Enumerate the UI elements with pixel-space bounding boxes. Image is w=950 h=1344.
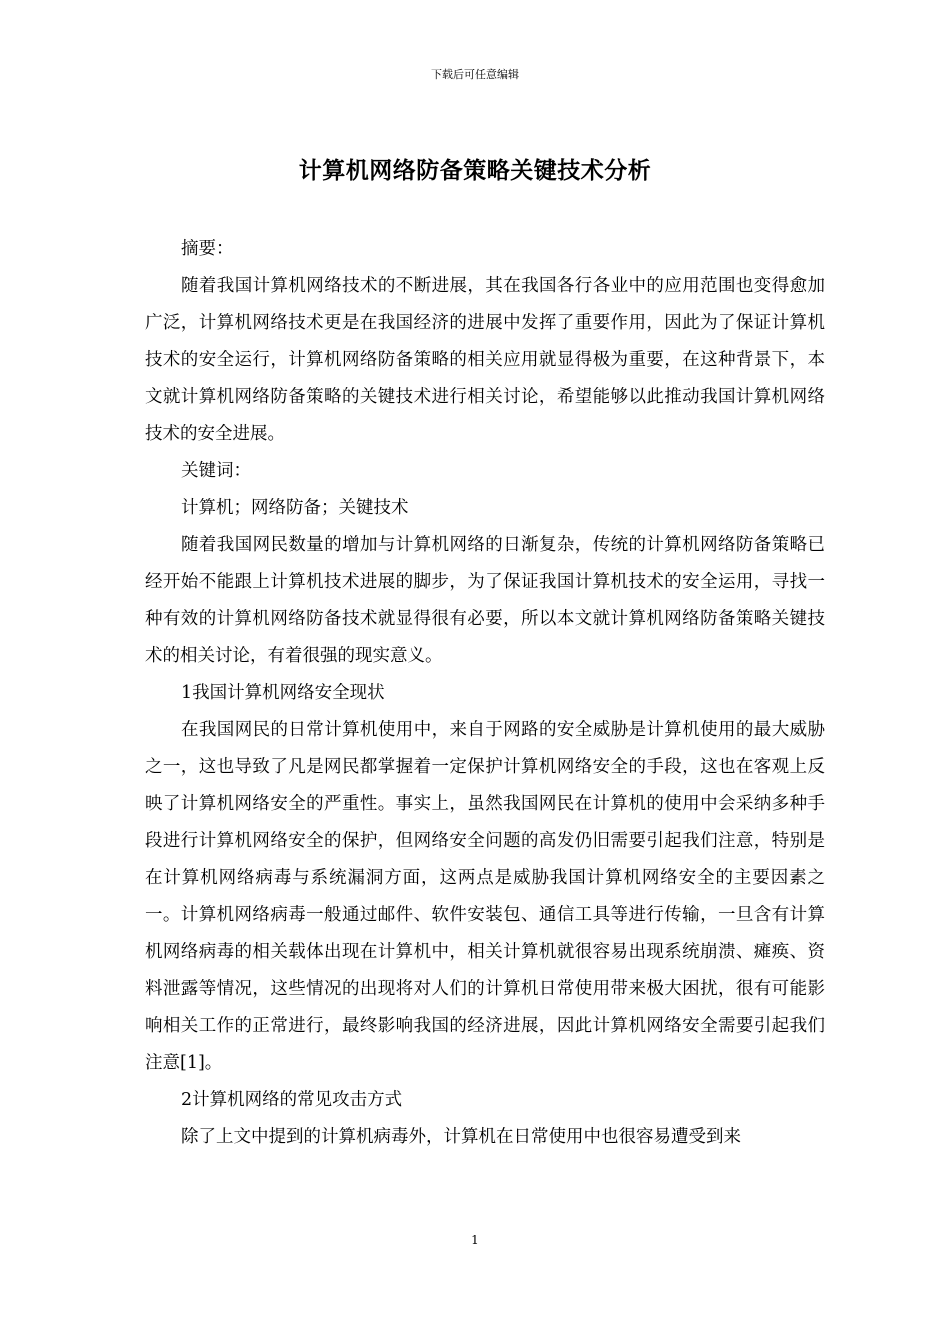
section-2-paragraph: 除了上文中提到的计算机病毒外，计算机在日常使用中也很容易遭受到来 <box>181 1127 741 1147</box>
header-note: 下载后可任意编辑 <box>431 68 519 81</box>
section-1-heading: 1我国计算机网络安全现状 <box>181 683 385 703</box>
section-2-heading: 2计算机网络的常见攻击方式 <box>181 1090 403 1110</box>
section-1-paragraph: 在我国网民的日常计算机使用中，来自于网路的安全威胁是计算机使用的最大威胁之一，这也导致了凡是网民都掌握着一定保护计算机网络安全的手段，这也在客观上反映了计算机网络安全的严重性。事实上，虽然我国网民在计算机的使用中会采纳多种手段进行计算机网络安全的保护，但网络安全问题的高发仍旧需要引起我们注意，特别是在计算机网络病毒与系统漏洞方面，这两点是威胁我国计算机网络安全的主要因素之一。计算机网络病毒一般通过邮件、软件安装包、通信工具等进行传输，一旦含有计算机网络病毒的相关载体出现在计算机中，相关计算机就很容易出现系统崩溃、瘫痪、资料泄露等情况，这些情况的出现将对人们的计算机日常使用带来极大困扰，很有可能影响相关工作的正常进行，最终影响我国的经济进展，因此计算机网络安全需要引起我们注意[1]。 <box>145 720 825 1073</box>
keywords-heading: 关键词： <box>181 461 251 481</box>
page-number: 1 <box>471 1233 479 1247</box>
abstract-heading: 摘要： <box>181 239 234 259</box>
abstract-paragraph: 随着我国计算机网络技术的不断进展，其在我国各行各业中的应用范围也变得愈加广泛，计算机网络技术更是在我国经济的进展中发挥了重要作用，因此为了保证计算机技术的安全运行，计算机网络防备策略的相关应用就显得极为重要，在这种背景下，本文就计算机网络防备策略的关键技术进行相关讨论，希望能够以此推动我国计算机网络技术的安全进展。 <box>145 276 825 444</box>
keywords-list: 计算机；网络防备；关键技术 <box>181 498 409 518</box>
document-body <box>145 231 825 1156</box>
intro-paragraph: 随着我国网民数量的增加与计算机网络的日渐复杂，传统的计算机网络防备策略已经开始不能跟上计算机技术进展的脚步，为了保证我国计算机技术的安全运用，寻找一种有效的计算机网络防备技术就显得很有必要，所以本文就计算机网络防备策略关键技术的相关讨论，有着很强的现实意义。 <box>145 535 825 666</box>
document-title: 计算机网络防备策略关键技术分析 <box>298 158 652 184</box>
